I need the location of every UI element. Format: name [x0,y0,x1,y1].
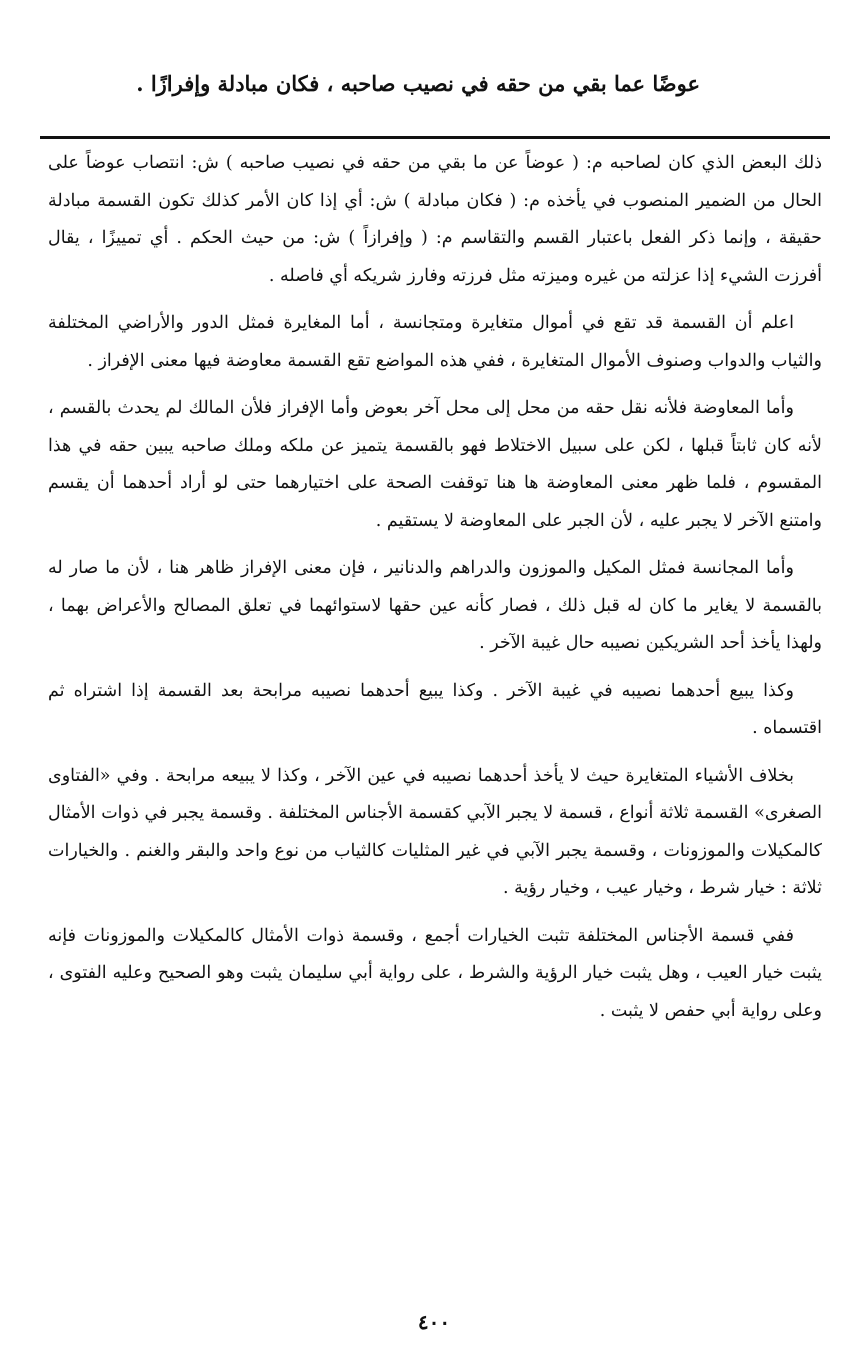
paragraph: بخلاف الأشياء المتغايرة حيث لا يأخذ أحدهما نصيبه في عين الآخر ، وكذا لا يبيعه مرابحة . وفي «الفتاوى الصغرى» القسمة ثلاثة أنواع ، قسمة لا يجبر الآبي كقسمة الأجناس المختلفة . وقسمة يجبر في ذوات الأمثال كالمكيلات والموزونات ، وقسمة يجبر الآبي في غير المثليات كالثياب من نوع واحد والبقر والغنم . والخيارات ثلاثة : خيار شرط ، وخيار عيب ، وخيار رؤية . [48,765,822,898]
paragraph: وأما المعاوضة فلأنه نقل حقه من محل إلى محل آخر بعوض وأما الإفراز فلأن المالك لم يحدث بالقسم ، لأنه كان ثابتاً قبلها ، لكن على سبيل الاختلاط فهو بالقسمة يتميز عن ملكه وملك صاحبه يبين حقه في هذا المقسوم ، فلما ظهر معنى المعاوضة ها هنا توقفت الصحة على اختيارهما حتى لو أراد أحدهما أن يقسم وامتنع الآخر لا يجبر عليه ، لأن الجبر على المعاوضة لا يستقيم . [48,398,822,531]
page-number: ٤٠٠ [417,1310,451,1334]
paragraph: وأما المجانسة فمثل المكيل والموزون والدراهم والدنانير ، فإن معنى الإفراز ظاهر هنا ، لأن ما صار له بالقسمة لا يغاير ما كان له قبل ذلك ، فصار كأنه عين حقها لاستوائهما في تعلق المصالح والأعراض بهما ، ولهذا يأخذ أحد الشريكين نصيبه حال غيبة الآخر . [48,558,822,653]
paragraph: ففي قسمة الأجناس المختلفة تثبت الخيارات أجمع ، وقسمة ذوات الأمثال كالمكيلات والموزونات فإنه يثبت خيار العيب ، وهل يثبت خيار الرؤية والشرط ، على رواية أبي سليمان يثبت وهو الصحيح وعليه الفتوى ، وعلى رواية أبي حفص لا يثبت . [48,925,822,1021]
paragraph: اعلم أن القسمة قد تقع في أموال متغايرة ومتجانسة ، أما المغايرة فمثل الدور والأراضي المختلفة والثياب والدواب وصنوف الأموال المتغايرة ، ففي هذه المواضع تقع القسمة معاوضة فيها معنى الإفراز . [48,313,822,371]
matn-text: عوضًا عما بقي من حقه في نصيب صاحبه ، فكان مبادلة وإفرازًا . [136,71,700,96]
paragraph: ذلك البعض الذي كان لصاحبه م: ( عوضاً عن ما بقي من حقه في نصيب صاحبه ) ش: انتصاب عوضاً على الحال من الضمير المنصوب في يأخذه م: ( فكان مبادلة ) ش: أي إذا كان الأمر كذلك تكون القسمة مبادلة حقيقة ، وإنما ذكر الفعل باعتبار القسم والتقاسم م: ( وإفرازاً ) ش: من حيث الحكم . أي تمييزًا ، يقال أفرزت الشيء إذا عزلته من غيره وميزته مثل فرزته وفارز شريكه أي فاصله . [48,153,822,286]
header-divider [40,136,830,139]
paragraph: وكذا يبيع أحدهما نصيبه في غيبة الآخر . وكذا يبيع أحدهما نصيبه مرابحة بعد القسمة إذا اشتراه ثم اقتسماه . [48,680,822,738]
commentary-text [48,145,822,1040]
